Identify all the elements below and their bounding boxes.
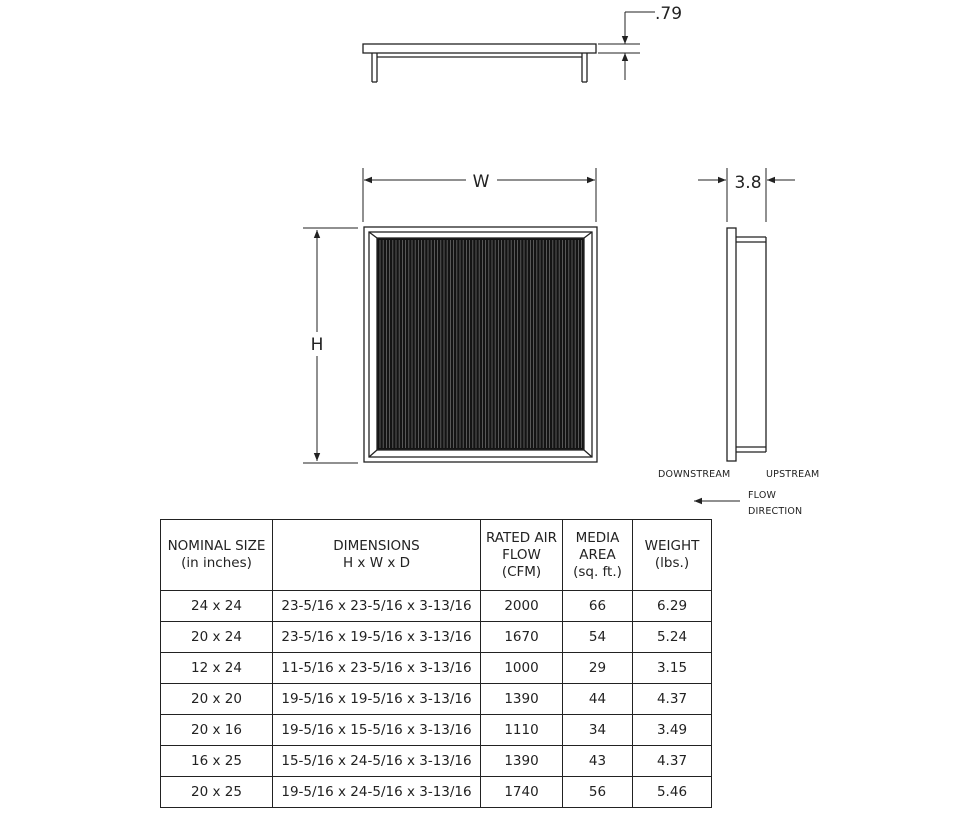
cell-media-area: 56: [563, 777, 633, 808]
cell-air-flow: 1110: [481, 715, 563, 746]
header-line: WEIGHT: [644, 538, 700, 554]
header-line: (in inches): [181, 555, 252, 571]
depth-dimension-label: 3.8: [734, 173, 762, 193]
cell-nominal-size: 24 x 24: [161, 591, 273, 622]
top-dimension-label: .79: [655, 4, 683, 24]
table-row: [161, 715, 712, 746]
upstream-label: UPSTREAM: [766, 469, 820, 480]
cell-air-flow: 1390: [481, 684, 563, 715]
height-label: H: [310, 335, 324, 355]
table-body: [161, 591, 712, 808]
cell-air-flow: 1740: [481, 777, 563, 808]
top-depth-dimension: [598, 12, 655, 80]
top-view: [363, 44, 596, 82]
cell-dimensions: 11-5/16 x 23-5/16 x 3-13/16: [273, 653, 481, 684]
cell-dimensions: 23-5/16 x 19-5/16 x 3-13/16: [273, 622, 481, 653]
table-row: [161, 746, 712, 777]
cell-dimensions: 15-5/16 x 24-5/16 x 3-13/16: [273, 746, 481, 777]
cell-media-area: 29: [563, 653, 633, 684]
header-line: RATED AIR: [485, 529, 558, 546]
cell-media-area: 66: [563, 591, 633, 622]
side-view: [727, 228, 766, 461]
specifications-table: [160, 519, 712, 808]
cell-dimensions: 19-5/16 x 19-5/16 x 3-13/16: [273, 684, 481, 715]
cell-media-area: 44: [563, 684, 633, 715]
cell-nominal-size: 16 x 25: [161, 746, 273, 777]
cell-nominal-size: 12 x 24: [161, 653, 273, 684]
flow-label: FLOW: [748, 490, 777, 501]
cell-media-area: 54: [563, 622, 633, 653]
header-line: (CFM): [501, 563, 542, 580]
header-line: H x W x D: [342, 555, 411, 571]
header-line: AREA: [579, 546, 616, 563]
header-dimensions: [273, 520, 481, 591]
header-rated-air-flow: [481, 520, 563, 591]
cell-air-flow: 2000: [481, 591, 563, 622]
direction-label: DIRECTION: [748, 506, 803, 517]
table-row: [161, 777, 712, 808]
cell-dimensions: 19-5/16 x 24-5/16 x 3-13/16: [273, 777, 481, 808]
cell-air-flow: 1390: [481, 746, 563, 777]
cell-air-flow: 1000: [481, 653, 563, 684]
header-weight: [633, 520, 712, 591]
header-media-area: [563, 520, 633, 591]
cell-nominal-size: 20 x 20: [161, 684, 273, 715]
header-line: MEDIA: [575, 529, 620, 546]
cell-weight: 3.49: [633, 715, 712, 746]
header-line: NOMINAL SIZE: [167, 538, 266, 554]
cell-media-area: 34: [563, 715, 633, 746]
header-line: DIMENSIONS: [333, 538, 420, 554]
cell-weight: 4.37: [633, 746, 712, 777]
cell-media-area: 43: [563, 746, 633, 777]
header-line: (lbs.): [654, 555, 690, 571]
header-line: (sq. ft.): [573, 563, 622, 580]
table-row: [161, 622, 712, 653]
cell-weight: 4.37: [633, 684, 712, 715]
cell-weight: 5.46: [633, 777, 712, 808]
width-label: W: [472, 172, 490, 192]
table-row: [161, 591, 712, 622]
header-nominal-size: [161, 520, 273, 591]
table-row: [161, 653, 712, 684]
cell-nominal-size: 20 x 24: [161, 622, 273, 653]
cell-weight: 3.15: [633, 653, 712, 684]
table-header: [161, 520, 712, 591]
cell-dimensions: 19-5/16 x 15-5/16 x 3-13/16: [273, 715, 481, 746]
header-line: FLOW: [502, 546, 541, 563]
cell-nominal-size: 20 x 16: [161, 715, 273, 746]
table-row: [161, 684, 712, 715]
cell-weight: 5.24: [633, 622, 712, 653]
cell-weight: 6.29: [633, 591, 712, 622]
cell-air-flow: 1670: [481, 622, 563, 653]
cell-nominal-size: 20 x 25: [161, 777, 273, 808]
downstream-label: DOWNSTREAM: [658, 469, 731, 480]
cell-dimensions: 23-5/16 x 23-5/16 x 3-13/16: [273, 591, 481, 622]
